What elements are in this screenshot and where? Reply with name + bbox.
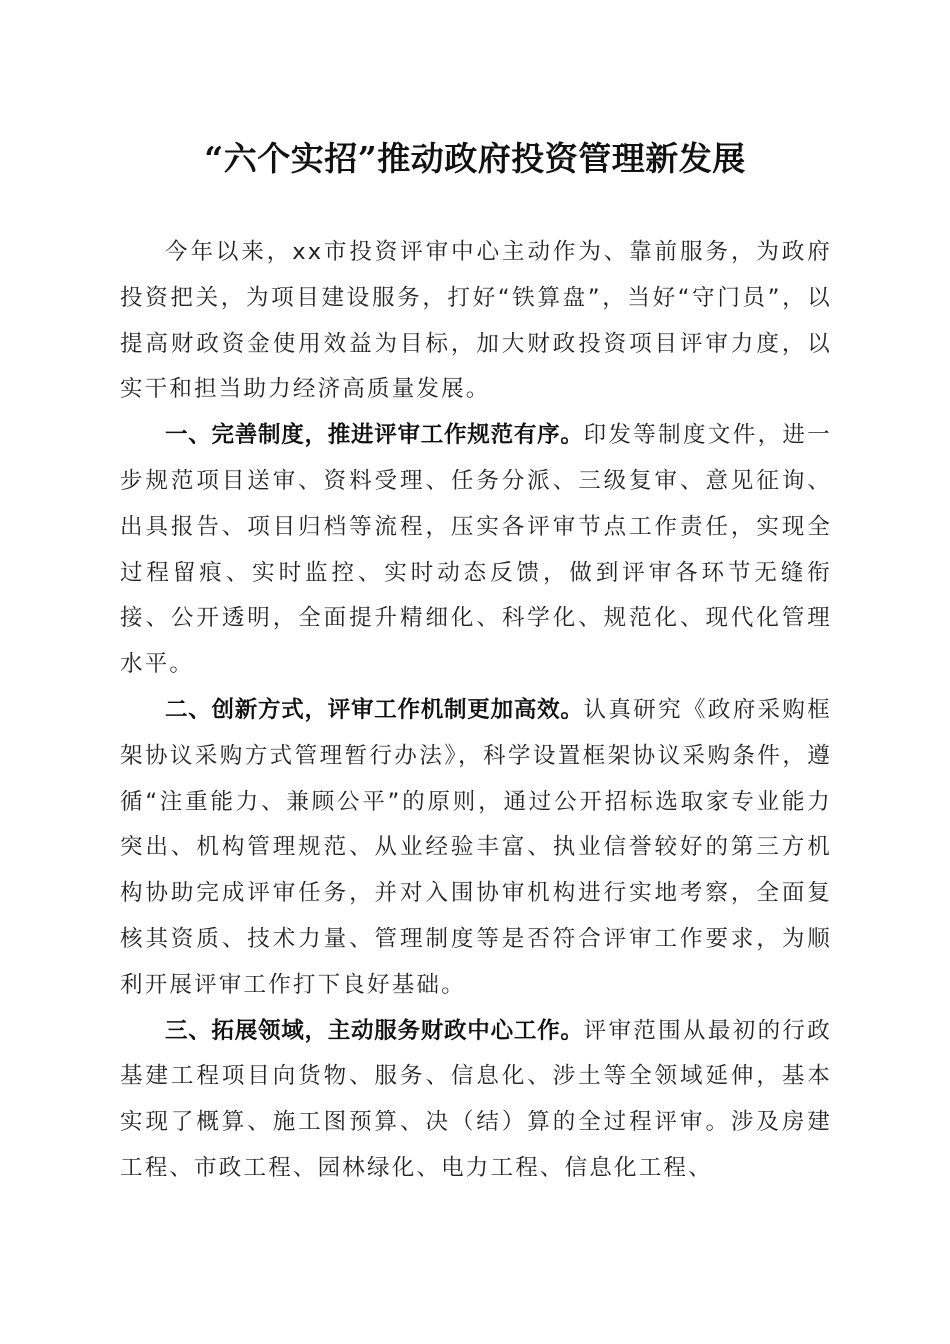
section-3-heading: 三、拓展领域，主动服务财政中心工作。 (165, 1017, 584, 1044)
document-title: “六个实招”推动政府投资管理新发展 (204, 139, 746, 178)
section-1-paragraph (120, 413, 832, 688)
section-3-text: 评审范围从最初的行政基建工程项目向货物、服务、信息化、涉土等全领域延伸，基本实现了概算、施工图预算、决（结）算的全过程评审。涉及房建工程、市政工程、园林绿化、电力工程、信息化工程、 (120, 1017, 832, 1181)
section-2-paragraph (120, 688, 832, 1009)
intro-paragraph: 今年以来，xx市投资评审中心主动作为、靠前服务，为政府投资把关，为项目建设服务，打好“铁算盘”，当好“守门员”，以提高财政资金使用效益为目标，加大财政投资项目评审力度，以实干和担当助力经济高质量发展。 (120, 239, 832, 403)
section-1-text: 印发等制度文件，进一步规范项目送审、资料受理、任务分派、三级复审、意见征询、出具报告、项目归档等流程，压实各评审节点工作责任，实现全过程留痕、实时监控、实时动态反馈，做到评审各环节无缝衔接、公开透明，全面提升精细化、科学化、规范化、现代化管理水平。 (120, 422, 832, 678)
section-3-paragraph (120, 1009, 832, 1192)
section-1-heading: 一、完善制度，推进评审工作规范有序。 (165, 422, 584, 449)
section-2-text: 认真研究《政府采购框架协议采购方式管理暂行办法》，科学设置框架协议采购条件，遵循“注重能力、兼顾公平”的原则，通过公开招标选取家专业能力突出、机构管理规范、从业经验丰富、执业信誉较好的第三方机构协助完成评审任务，并对入围协审机构进行实地考察，全面复核其资质、技术力量、管理制度等是否符合评审工作要求，为顺利开展评审工作打下良好基础。 (120, 696, 832, 998)
section-2-heading: 二、创新方式，评审工作机制更加高效。 (165, 696, 584, 723)
document-body (120, 230, 832, 1192)
